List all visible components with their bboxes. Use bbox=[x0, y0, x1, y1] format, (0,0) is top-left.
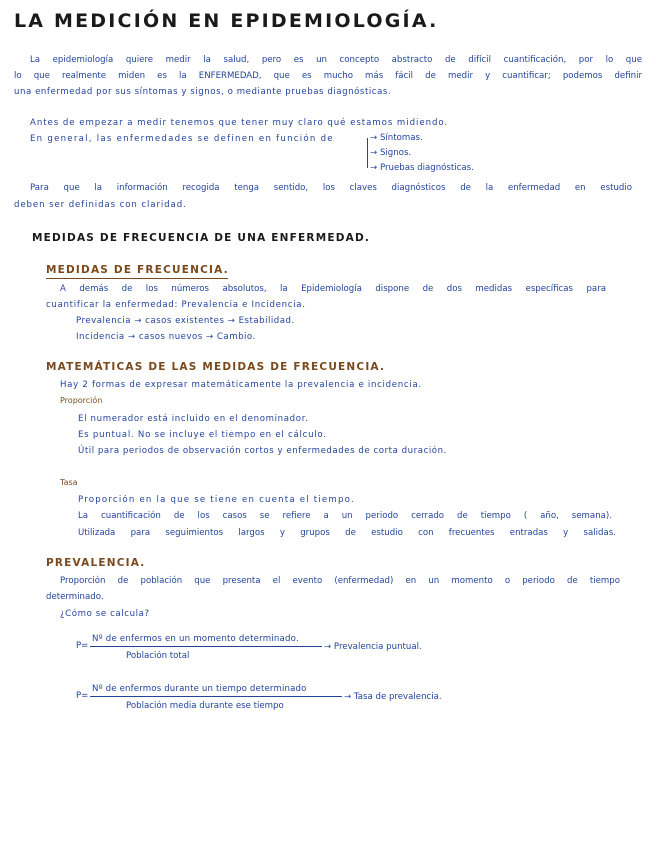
measure-line-1: Antes de empezar a medir tenemos que tener muy claro qué estamos midiendo. bbox=[30, 118, 449, 128]
formula1-denominator: Población total bbox=[126, 651, 190, 661]
subheading-math-measures: MATEMÁTICAS DE LAS MEDIDAS DE FRECUENCIA. bbox=[46, 361, 386, 373]
formula1-numerator: Nº de enfermos en un momento determinado. bbox=[92, 634, 299, 644]
criteria-line-1: Para que la información recogida tenga sentido, los claves diagnósticos de la enfermedad en estudio bbox=[30, 183, 632, 193]
rate-line-3: Utilizada para seguimientos largos y grupos de estudio con frecuentes entradas y salidas. bbox=[78, 528, 616, 538]
formula2-prefix: P= bbox=[76, 691, 89, 701]
freq-line-1: A demás de los números absolutos, la Epidemiología dispone de dos medidas específicas para bbox=[60, 284, 606, 294]
subheading-frequency-measures: MEDIDAS DE FRECUENCIA. bbox=[46, 264, 229, 276]
criteria-item-3: → Pruebas diagnósticas. bbox=[370, 163, 474, 173]
proportion-line-3: Útil para periodos de observación cortos y enfermedades de corta duración. bbox=[78, 446, 447, 456]
proportion-line-1: El numerador está incluido en el denominador. bbox=[78, 414, 309, 424]
rate-line-1: Proporción en la que se tiene en cuenta el tiempo. bbox=[78, 495, 355, 505]
math-intro: Hay 2 formas de expresar matemáticamente la prevalencia e incidencia. bbox=[60, 380, 422, 390]
page-title: LA MEDICIÓN EN EPIDEMIOLOGÍA. bbox=[14, 10, 439, 32]
formula2-fraction-bar bbox=[90, 696, 342, 697]
formula2-result: → Tasa de prevalencia. bbox=[344, 692, 442, 702]
incidence-row: Incidencia → casos nuevos → Cambio. bbox=[76, 332, 256, 342]
rate-line-2: La cuantificación de los casos se refiere a un periodo cerrado de tiempo ( año, semana). bbox=[78, 511, 612, 521]
subheading-prevalence: PREVALENCIA. bbox=[46, 557, 146, 569]
proportion-line-2: Es puntual. No se incluye el tiempo en el cálculo. bbox=[78, 430, 327, 440]
criteria-item-2: → Signos. bbox=[370, 148, 412, 158]
prevalence-row: Prevalencia → casos existentes → Estabilidad. bbox=[76, 316, 295, 326]
formula2-denominator: Población media durante ese tiempo bbox=[126, 701, 284, 711]
calc-question: ¿Cómo se calcula? bbox=[60, 609, 150, 619]
criteria-line-2: deben ser definidas con claridad. bbox=[14, 200, 187, 210]
intro-line-1: La epidemiología quiere medir la salud, pero es un concepto abstracto de difícil cuantificación, por lo que bbox=[30, 55, 642, 65]
proportion-label: Proporción bbox=[60, 396, 103, 405]
intro-line-3: una enfermedad por sus síntomas y signos, o mediante pruebas diagnósticas. bbox=[14, 87, 392, 97]
prevalence-line-1: Proporción de población que presenta el evento (enfermedad) en un momento o periodo de tiempo bbox=[60, 576, 620, 586]
section-heading-frequency: MEDIDAS DE FRECUENCIA DE UNA ENFERMEDAD. bbox=[32, 232, 371, 244]
prevalence-line-2: determinado. bbox=[46, 592, 104, 602]
formula1-result: → Prevalencia puntual. bbox=[324, 642, 422, 652]
formula1-prefix: P= bbox=[76, 641, 89, 651]
formula2-numerator: Nº de enfermos durante un tiempo determinado bbox=[92, 684, 307, 694]
criteria-item-1: → Síntomas. bbox=[370, 133, 423, 143]
freq-line-2: cuantificar la enfermedad: Prevalencia e Incidencia. bbox=[46, 300, 306, 310]
formula1-fraction-bar bbox=[90, 646, 322, 647]
intro-line-2: lo que realmente miden es la ENFERMEDAD, que es mucho más fácil de medir y cuantificar; podemos definir bbox=[14, 71, 642, 81]
rate-label: Tasa bbox=[60, 478, 78, 487]
subheading-underline bbox=[46, 278, 228, 279]
measure-line-2: En general, las enfermedades se definen en función de bbox=[30, 134, 334, 144]
